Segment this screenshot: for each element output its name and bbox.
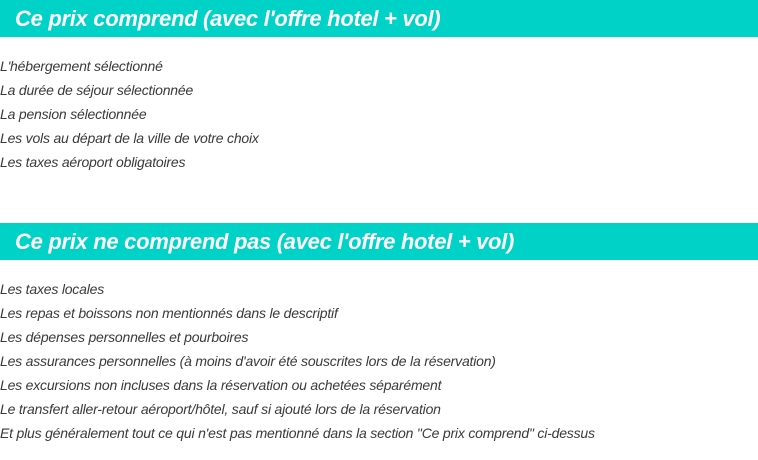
list-item: Les taxes locales	[0, 281, 104, 297]
list-item: Les dépenses personnelles et pourboires	[0, 329, 249, 345]
price-includes-title: Ce prix comprend (avec l'offre hotel + vol)	[15, 6, 441, 31]
list-item: Le transfert aller-retour aéroport/hôtel, sauf si ajouté lors de la réservation	[0, 401, 441, 417]
list-item: L'hébergement sélectionné	[0, 58, 163, 74]
list-item: Les taxes aéroport obligatoires	[0, 154, 186, 170]
list-item: La pension sélectionnée	[0, 106, 147, 122]
list-item: Les assurances personnelles (à moins d'avoir été souscrites lors de la réservation)	[0, 353, 496, 369]
price-excludes-section	[0, 223, 758, 445]
price-includes-section	[0, 0, 758, 174]
price-excludes-list	[0, 277, 758, 445]
list-item: Les excursions non incluses dans la réservation ou achetées séparément	[0, 377, 442, 393]
price-includes-banner	[0, 0, 758, 37]
price-includes-list	[0, 54, 758, 174]
list-item: La durée de séjour sélectionnée	[0, 82, 194, 98]
list-item: Les repas et boissons non mentionnés dans le descriptif	[0, 305, 338, 321]
price-excludes-title: Ce prix ne comprend pas (avec l'offre hotel + vol)	[15, 229, 515, 254]
list-item: Et plus généralement tout ce qui n'est pas mentionné dans la section "Ce prix comprend" ci-dessus	[0, 425, 595, 441]
list-item: Les vols au départ de la ville de votre choix	[0, 130, 259, 146]
price-excludes-banner	[0, 223, 758, 260]
